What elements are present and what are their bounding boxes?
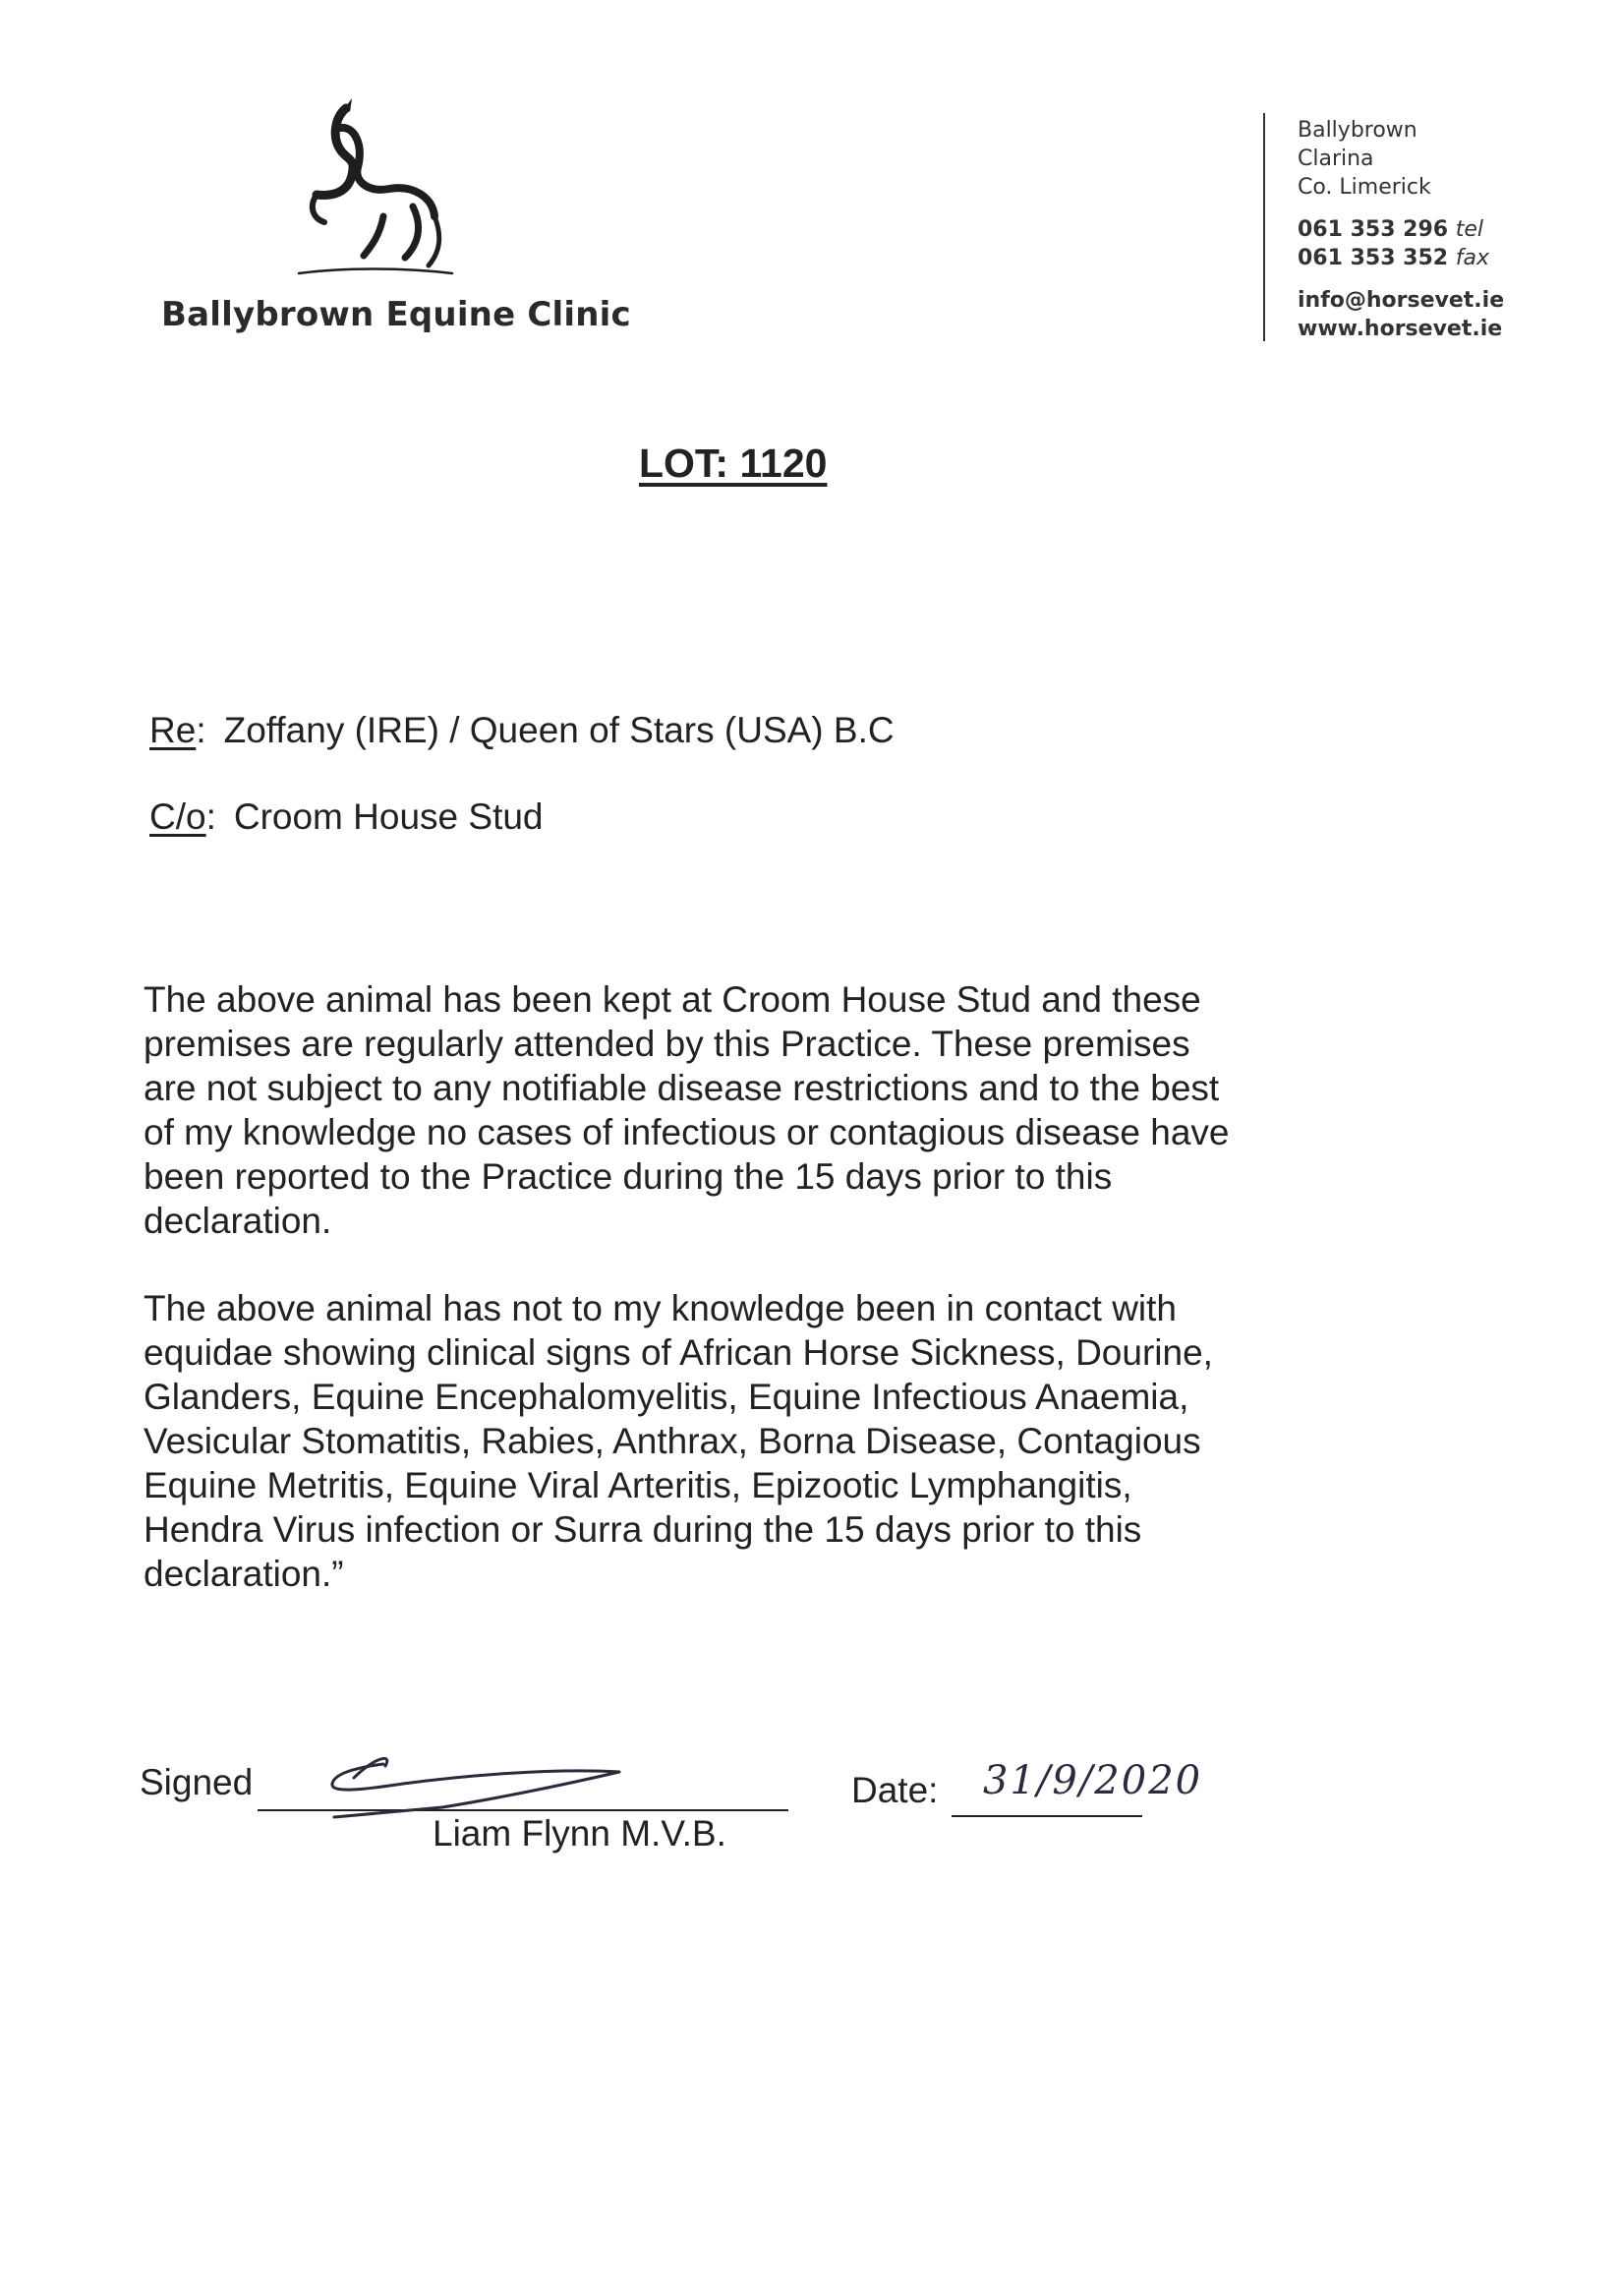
text-line: are not subject to any notifiable disease restrictions and to the best (144, 1068, 1220, 1108)
horse-logo-icon (295, 98, 462, 285)
address-line: Ballybrown (1298, 118, 1417, 143)
text-line: declaration.” (144, 1554, 344, 1594)
text-line: been reported to the Practice during the 15 days prior to this (144, 1156, 1113, 1197)
signer-name: Liam Flynn M.V.B. (433, 1813, 726, 1854)
text-line: The above animal has been kept at Croom House Stud and these (144, 979, 1201, 1020)
text-line: equidae showing clinical signs of African Horse Sickness, Dourine, (144, 1332, 1213, 1373)
fax-number: 061 353 352 (1298, 246, 1449, 270)
co-line: C/o: Croom House Stud (149, 796, 544, 837)
phone-number: 061 353 296 (1298, 217, 1449, 242)
date-label: Date: (851, 1770, 939, 1810)
fax-line (1298, 244, 1504, 272)
text-line: Equine Metritis, Equine Viral Arteritis, Epizootic Lymphangitis, (144, 1465, 1132, 1505)
signed-label: Signed (140, 1762, 254, 1802)
text-line: Glanders, Equine Encephalomyelitis, Equine Infectious Anaemia, (144, 1377, 1189, 1417)
address-line: Co. Limerick (1298, 175, 1431, 200)
phone-label: tel (1455, 217, 1484, 242)
handwritten-date: 31/9/2020 (983, 1758, 1203, 1803)
re-label: Re (149, 710, 197, 750)
website-address: www.horsevet.ie (1298, 317, 1503, 341)
email-address: info@horsevet.ie (1298, 288, 1505, 313)
re-value: Zoffany (IRE) / Queen of Stars (USA) B.C (223, 710, 895, 750)
clinic-name: Ballybrown Equine Clinic (161, 295, 631, 334)
fax-label: fax (1455, 246, 1490, 270)
co-label: C/o (149, 796, 206, 837)
declaration-paragraph-1 (144, 977, 1323, 1243)
web-contacts (1298, 286, 1504, 343)
contact-block (1298, 116, 1504, 343)
text-line: The above animal has not to my knowledge been in contact with (144, 1288, 1178, 1328)
re-line: Re: Zoffany (IRE) / Queen of Stars (USA) B.C (149, 710, 895, 750)
text-line: premises are regularly attended by this Practice. These premises (144, 1024, 1190, 1064)
lot-number: LOT: 1120 (639, 441, 828, 486)
date-line (952, 1815, 1142, 1817)
text-line: of my knowledge no cases of infectious or contagious disease have (144, 1112, 1230, 1152)
text-line: Hendra Virus infection or Surra during the 15 days prior to this (144, 1509, 1142, 1550)
address-line: Clarina (1298, 147, 1374, 171)
co-value: Croom House Stud (233, 796, 544, 837)
text-line: Vesicular Stomatitis, Rabies, Anthrax, Borna Disease, Contagious (144, 1421, 1201, 1461)
text-line: declaration. (144, 1201, 332, 1241)
phone-line (1298, 215, 1504, 244)
phone-numbers (1298, 215, 1504, 272)
declaration-paragraph-2 (144, 1286, 1323, 1596)
address (1298, 116, 1504, 202)
contact-divider (1263, 113, 1265, 341)
